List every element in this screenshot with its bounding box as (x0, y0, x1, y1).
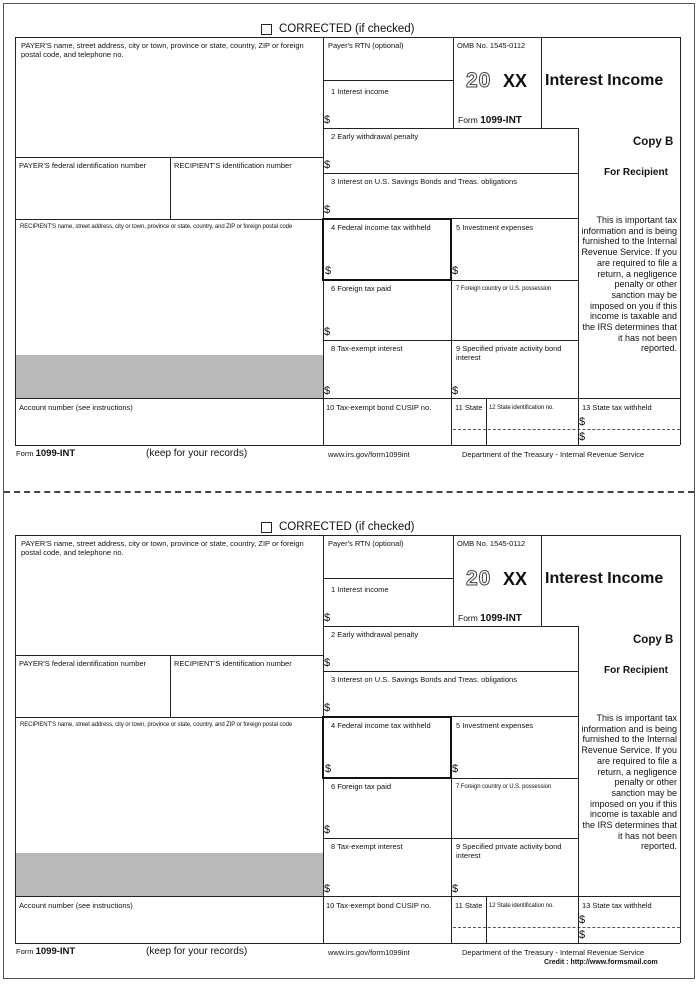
tax-year-suffix: XX (503, 71, 528, 91)
recipient-id-field[interactable]: RECIPIENT'S identification number (174, 659, 292, 668)
box5-dollar: $ (452, 265, 459, 277)
form-copy-top (0, 0, 700, 470)
box5-dollar: $ (452, 763, 459, 775)
copy-label: Copy B (633, 136, 674, 148)
box3-label[interactable]: 3 Interest on U.S. Savings Bonds and Treas. obligations (331, 177, 517, 186)
form-copy-bottom (0, 498, 700, 968)
payer-rtn-field[interactable]: Payer's RTN (optional) (328, 41, 404, 50)
form-title: Interest Income (545, 570, 664, 587)
box5-label[interactable]: 5 Investment expenses (456, 721, 534, 730)
corrected-checkbox[interactable] (261, 522, 272, 533)
footer-form-number: Form 1099-INT (16, 448, 76, 459)
box12-label[interactable]: 12 State identification no. (489, 903, 554, 909)
box6-label[interactable]: 6 Foreign tax paid (331, 782, 392, 791)
box13-dollar-2: $ (579, 929, 586, 941)
payer-name-field[interactable]: PAYER'S name, street address, city or town, province or state, country, ZIP or foreign postal code, and telephone no. (21, 539, 304, 557)
shaded-area (16, 355, 323, 398)
box2-dollar: $ (324, 657, 331, 669)
cut-line (4, 491, 694, 493)
box13-dollar-1: $ (579, 914, 586, 926)
box1-label[interactable]: 1 Interest income (331, 87, 389, 96)
tax-year-prefix: 20 (466, 69, 492, 92)
box6-dollar: $ (324, 326, 331, 338)
box6-label[interactable]: 6 Foreign tax paid (331, 284, 392, 293)
box2-dollar: $ (324, 159, 331, 171)
omb-number: OMB No. 1545-0112 (457, 539, 526, 548)
recipient-id-field[interactable]: RECIPIENT'S identification number (174, 161, 292, 170)
box11-label[interactable]: 11 State (455, 403, 483, 412)
box3-label[interactable]: 3 Interest on U.S. Savings Bonds and Treas. obligations (331, 675, 517, 684)
recipient-name-field[interactable]: RECIPIENT'S name, street address, city or town, province or state, country, and ZIP or foreign postal code (20, 722, 293, 728)
footer-website: www.irs.gov/form1099int (328, 450, 410, 459)
box5-label[interactable]: 5 Investment expenses (456, 223, 534, 232)
box12-label[interactable]: 12 State identification no. (489, 405, 554, 411)
copy-label: Copy B (633, 634, 674, 646)
form-title: Interest Income (545, 72, 664, 89)
footer-form-number: Form 1099-INT (16, 946, 76, 957)
form-caption: Form 1099-INT (458, 613, 522, 624)
box8-label[interactable]: 8 Tax-exempt interest (331, 344, 403, 353)
corrected-checkbox[interactable] (261, 24, 272, 35)
credit-watermark: Credit : http://www.formsmail.com (544, 959, 658, 966)
box8-dollar: $ (324, 385, 331, 397)
box13-label[interactable]: 13 State tax withheld (582, 403, 652, 412)
footer-keep: (keep for your records) (146, 448, 248, 459)
box8-label[interactable]: 8 Tax-exempt interest (331, 842, 403, 851)
box1-dollar: $ (324, 114, 331, 126)
box10-label[interactable]: 10 Tax-exempt bond CUSIP no. (326, 901, 432, 910)
box3-dollar: $ (324, 204, 331, 216)
corrected-label: CORRECTED (if checked) (279, 521, 415, 533)
box4-label[interactable]: 4 Federal income tax withheld (331, 721, 431, 730)
tax-year-suffix: XX (503, 569, 528, 589)
payer-fed-id-field[interactable]: PAYER'S federal identification number (19, 161, 147, 170)
shaded-area (16, 853, 323, 896)
payer-fed-id-field[interactable]: PAYER'S federal identification number (19, 659, 147, 668)
corrected-label: CORRECTED (if checked) (279, 23, 415, 35)
box9-dollar: $ (452, 385, 459, 397)
box1-dollar: $ (324, 612, 331, 624)
box9-label[interactable]: 9 Specified private activity bond interest (456, 344, 562, 362)
box11-label[interactable]: 11 State (455, 901, 483, 910)
payer-name-field[interactable]: PAYER'S name, street address, city or town, province or state, country, ZIP or foreign postal code, and telephone no. (21, 41, 304, 59)
box13-dollar-1: $ (579, 416, 586, 428)
form-caption: Form 1099-INT (458, 115, 522, 126)
box2-label[interactable]: 2 Early withdrawal penalty (331, 132, 419, 141)
account-number-field[interactable]: Account number (see instructions) (19, 403, 133, 412)
box13-dollar-2: $ (579, 431, 586, 443)
for-recipient-label: For Recipient (604, 665, 668, 676)
box6-dollar: $ (324, 824, 331, 836)
box1-label[interactable]: 1 Interest income (331, 585, 389, 594)
notice-text: This is important tax information and is being furnished to the Internal Revenue Service. If you are required to file a return, a negligence penalty or other sanction may be imposed on you if this income is taxable and the IRS determines that it has not been reported. (581, 215, 677, 354)
recipient-name-field[interactable]: RECIPIENT'S name, street address, city or town, province or state, country, and ZIP or foreign postal code (20, 224, 293, 230)
footer-keep: (keep for your records) (146, 946, 248, 957)
box4-dollar: $ (325, 763, 332, 775)
box4-dollar: $ (325, 265, 332, 277)
box9-dollar: $ (452, 883, 459, 895)
box7-label[interactable]: 7 Foreign country or U.S. possession (456, 784, 552, 790)
box8-dollar: $ (324, 883, 331, 895)
notice-text: This is important tax information and is being furnished to the Internal Revenue Service. If you are required to file a return, a negligence penalty or other sanction may be imposed on you if this income is taxable and the IRS determines that it has not been reported. (581, 713, 677, 852)
box13-label[interactable]: 13 State tax withheld (582, 901, 652, 910)
footer-department: Department of the Treasury - Internal Revenue Service (462, 450, 645, 459)
account-number-field[interactable]: Account number (see instructions) (19, 901, 133, 910)
footer-department: Department of the Treasury - Internal Revenue Service (462, 948, 645, 957)
box4-label[interactable]: 4 Federal income tax withheld (331, 223, 431, 232)
for-recipient-label: For Recipient (604, 167, 668, 178)
box2-label[interactable]: 2 Early withdrawal penalty (331, 630, 419, 639)
tax-year-prefix: 20 (466, 567, 492, 590)
payer-rtn-field[interactable]: Payer's RTN (optional) (328, 539, 404, 548)
footer-website: www.irs.gov/form1099int (328, 948, 410, 957)
box10-label[interactable]: 10 Tax-exempt bond CUSIP no. (326, 403, 432, 412)
box9-label[interactable]: 9 Specified private activity bond interest (456, 842, 562, 860)
box7-label[interactable]: 7 Foreign country or U.S. possession (456, 286, 552, 292)
omb-number: OMB No. 1545-0112 (457, 41, 526, 50)
box3-dollar: $ (324, 702, 331, 714)
